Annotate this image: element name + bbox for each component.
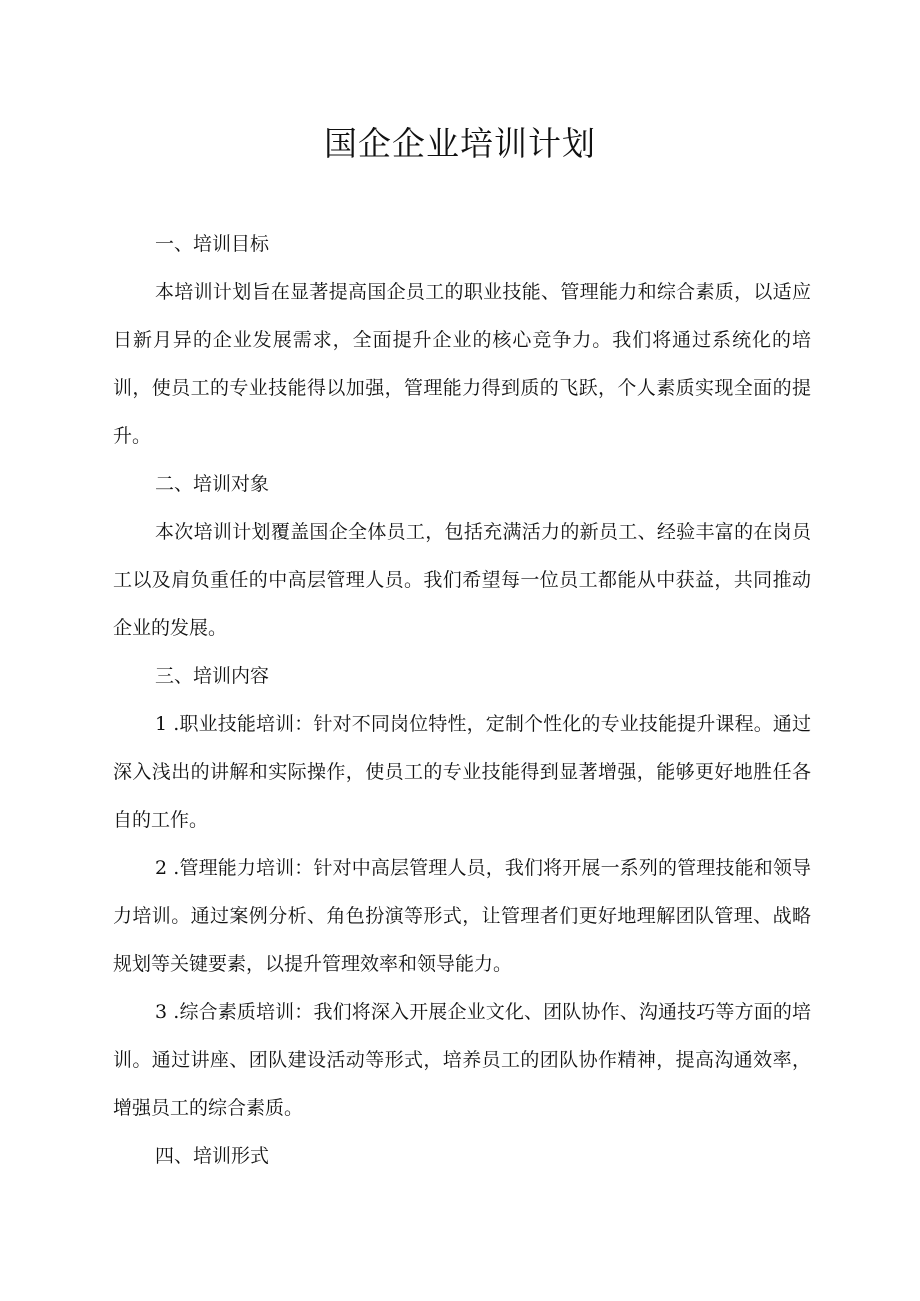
document-body [113, 220, 811, 1180]
section-training-audience [113, 460, 811, 652]
paragraph: 本培训计划旨在显著提高国企员工的职业技能、管理能力和综合素质，以适应日新月异的企业发展需求，全面提升企业的核心竞争力。我们将通过系统化的培训，使员工的专业技能得以加强，管理能力得到质的飞跃，个人素质实现全面的提升。 [113, 281, 811, 447]
section-training-format [113, 1132, 811, 1180]
paragraph: 3 .综合素质培训：我们将深入开展企业文化、团队协作、沟通技巧等方面的培训。通过讲座、团队建设活动等形式，培养员工的团队协作精神，提高沟通效率，增强员工的综合素质。 [113, 1001, 811, 1119]
paragraph: 本次培训计划覆盖国企全体员工，包括充满活力的新员工、经验丰富的在岗员工以及肩负重任的中高层管理人员。我们希望每一位员工都能从中获益，共同推动企业的发展。 [113, 521, 811, 639]
section-heading: 四、培训形式 [155, 1145, 270, 1167]
section-heading: 一、培训目标 [155, 233, 270, 255]
section-heading: 三、培训内容 [155, 665, 270, 687]
page-title: 国企企业培训计划 [324, 124, 596, 163]
paragraph: 2 .管理能力培训：针对中高层管理人员，我们将开展一系列的管理技能和领导力培训。通过案例分析、角色扮演等形式，让管理者们更好地理解团队管理、战略规划等关键要素，以提升管理效率和领导能力。 [113, 857, 811, 975]
paragraph: 1 .职业技能培训：针对不同岗位特性，定制个性化的专业技能提升课程。通过深入浅出的讲解和实际操作，使员工的专业技能得到显著增强，能够更好地胜任各自的工作。 [113, 713, 811, 831]
section-training-goals [113, 220, 811, 460]
section-heading: 二、培训对象 [155, 473, 270, 495]
section-training-content [113, 652, 811, 1132]
